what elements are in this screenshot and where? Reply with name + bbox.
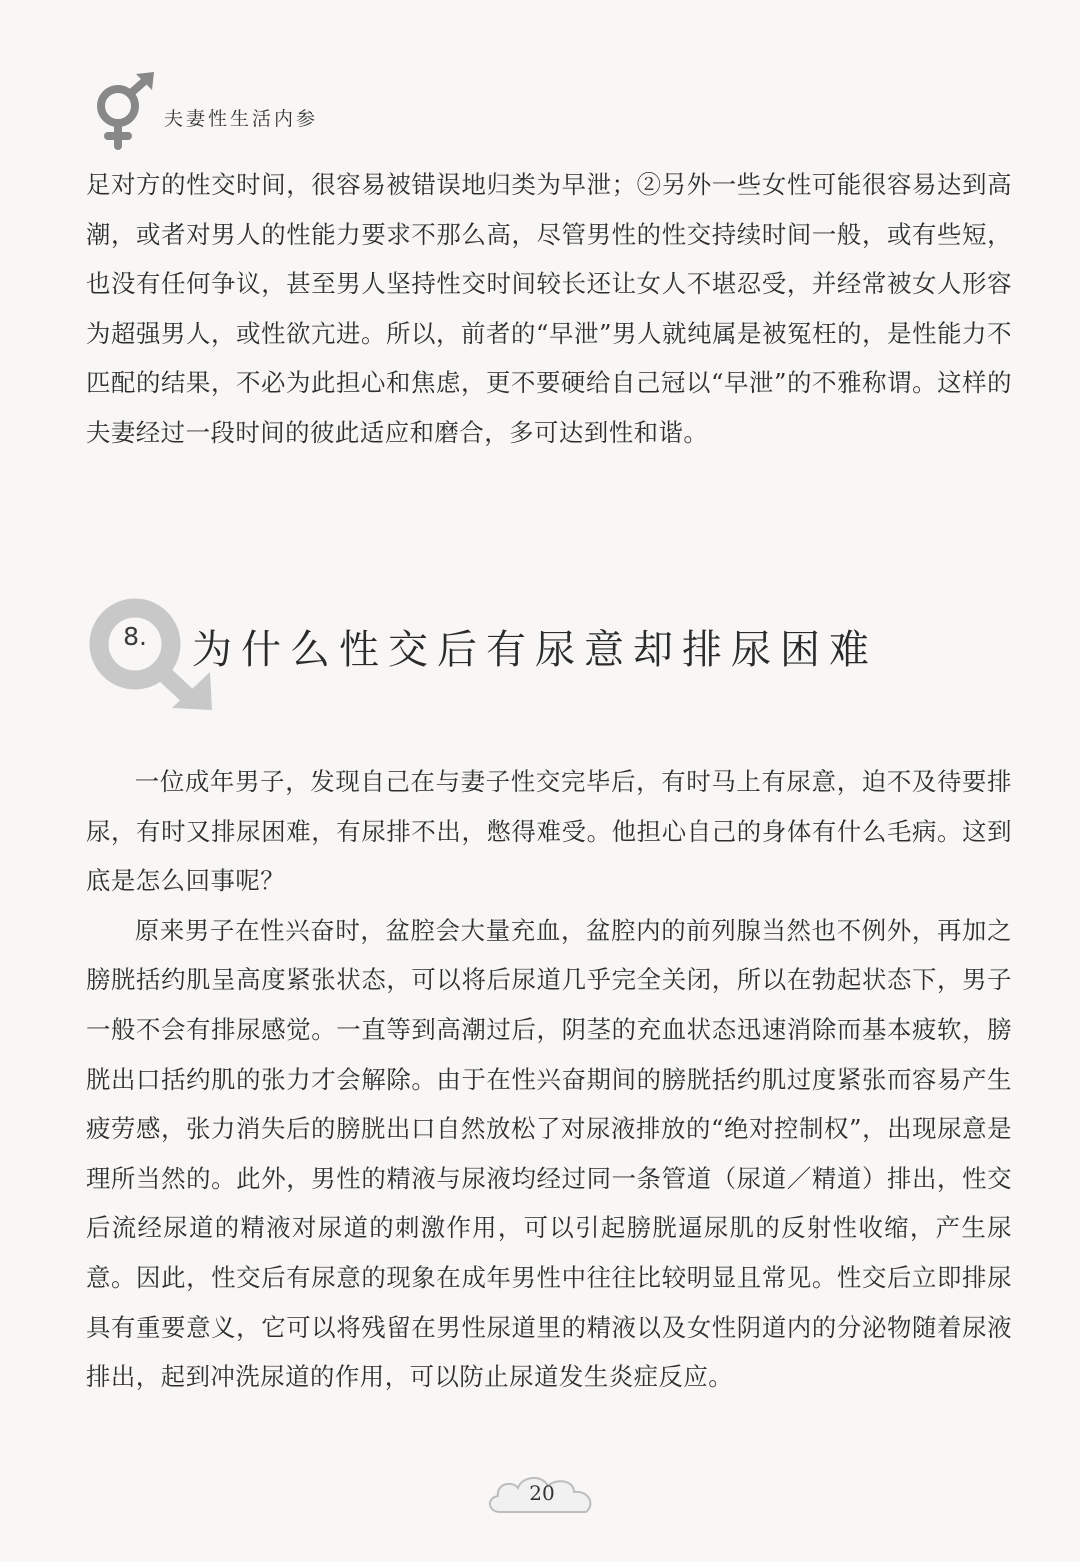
continued-paragraph: 足对方的性交时间，很容易被错误地归类为早泄；②另外一些女性可能很容易达到高潮，或者对男人的性能力要求不那么高，尽管男性的性交持续时间一般，或有些短，也没有任何争议，甚至男人坚持性交时间较长还让女人不堪忍受，并经常被女人形容为超强男人，或性欲亢进。所以，前者的“早泄”男人就纯属是被冤枉的，是性能力不匹配的结果，不必为此担心和焦虑，更不要硬给自己冠以“早泄”的不雅称谓。这样的夫妻经过一段时间的彼此适应和磨合，多可达到性和谐。: [86, 170, 1012, 447]
continued-text-block: [86, 160, 1012, 458]
section-number: 8.: [123, 622, 147, 651]
running-header: [86, 70, 486, 160]
section-paragraph: 一位成年男子，发现自己在与妻子性交完毕后，有时马上有尿意，迫不及待要排尿，有时又排尿困难，有尿排不出，憋得难受。他担心自己的身体有什么毛病。这到底是怎么回事呢？: [86, 767, 1012, 896]
page-number: 20: [529, 1481, 555, 1505]
running-header-title: 夫妻性生活内参: [164, 108, 319, 130]
section-heading: [88, 598, 988, 718]
section-body: [86, 757, 1012, 1402]
section-title: 为什么性交后有尿意却排尿困难: [192, 627, 878, 673]
gender-symbol-icon: [86, 70, 166, 150]
page-footer: [482, 1472, 602, 1522]
section-paragraph: 原来男子在性兴奋时，盆腔会大量充血，盆腔内的前列腺当然也不例外，再加之膀胱括约肌呈高度紧张状态，可以将后尿道几乎完全关闭，所以在勃起状态下，男子一般不会有排尿感觉。一直等到高潮过后，阴茎的充血状态迅速消除而基本疲软，膀胱出口括约肌的张力才会解除。由于在性兴奋期间的膀胱括约肌过度紧张而容易产生疲劳感，张力消失后的膀胱出口自然放松了对尿液排放的“绝对控制权”，出现尿意是理所当然的。此外，男性的精液与尿液均经过同一条管道（尿道／精道）排出，性交后流经尿道的精液对尿道的刺激作用，可以引起膀胱逼尿肌的反射性收缩，产生尿意。因此，性交后有尿意的现象在成年男性中往往比较明显且常见。性交后立即排尿具有重要意义，它可以将残留在男性尿道里的精液以及女性阴道内的分泌物随着尿液排出，起到冲洗尿道的作用，可以防止尿道发生炎症反应。: [86, 915, 1012, 1392]
